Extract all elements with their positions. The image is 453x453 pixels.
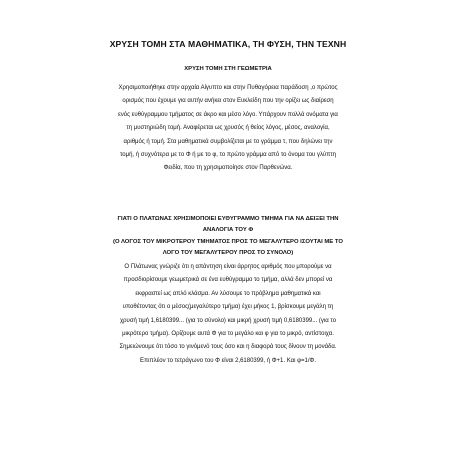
heading-line: (Ο ΛΟΓΟΣ ΤΟΥ ΜΙΚΡΟΤΕΡΟΥ ΤΜΗΜΑΤΟΣ ΠΡΟΣ ΤΟ ΜΕΓΑΛΥΤΕΡΟ ΙΣΟΥΤΑΙ ΜΕ ΤΟ [113, 238, 343, 245]
document-title: ΧΡΥΣΗ ΤΟΜΗ ΣΤΑ ΜΑΘΗΜΑΤΙΚΑ, ΤΗ ΦΥΣΗ, ΤΗΝ ΤΕΧΝΗ [109, 39, 347, 49]
paragraph-line: Ο Πλάτωνας γνώριζε ότι η απάντηση είναι άρρητος αριθμός που μπορούμε να [124, 264, 332, 270]
paragraph-line: ορισμός που έχουμε για αυτήν ανήκει στον Ευκλείδη που την ορίζει ως διαίρεση [122, 98, 334, 105]
paragraph-line: τομή, ή συχνότερα με το Φ ή με το φ, το πρώτο γράμμα από το όνομα του γλύπτη [120, 152, 336, 159]
section-heading-plato [58, 214, 398, 260]
paragraph-line: υποθέτοντας ότι ο μέσος(μεγαλύτερο τμήμα) έχει μήκος 1, βρίσκουμε μεγάλη τη [122, 304, 334, 311]
paragraph-line: τη μυστηριώδη τομή. Αναφέρεται ως χρυσός ή θείος λόγος, μέσος, αναλογία, [126, 125, 330, 132]
heading-line: ΑΝΑΛΟΓΙΑ ΤΟΥ Φ [202, 227, 254, 234]
paragraph-line: ενός ευθύγραμμου τμήματος σε άκρο και μέσο λόγο. Υπάρχουν πολλά ονόματα για [118, 111, 338, 118]
heading-line: ΛΟΓΟ ΤΟΥ ΜΕΓΑΛΥΤΕΡΟΥ ΠΡΟΣ ΤΟ ΣΥΝΟΛΟ) [162, 250, 294, 257]
paragraph-line: αριθμός ή τομή. Στα μαθηματικά συμβολίζεται με το γράμμα τ, που δηλώνει την [123, 138, 333, 145]
section-heading-geometry: ΧΡΥΣΗ ΤΟΜΗ ΣΤΗ ΓΕΩΜΕΤΡΙΑ [184, 66, 272, 72]
document-page [58, 0, 398, 453]
paragraph-line: Χρησιμοποιήθηκε στην αρχαία Αίγυπτο και στην Πυθαγόρεια παράδοση ,ο πρώτος [118, 85, 338, 91]
paragraph-plato [58, 261, 398, 368]
paragraph-line: Σημειώνουμε ότι τόσο το γινόμενό τους όσο και η διαφορά τους δίνουν τη μονάδα. [119, 344, 337, 351]
paragraph-line: μικρότερο τμήμα). Ορίζουμε αυτά Φ για το μεγάλο και φ για το μικρό, αντίστοιχα. [122, 331, 334, 338]
paragraph-line: προσδιορίσουμε γεωμετρικά σε ένα ευθύγραμμο το τμήμα, αλλά δεν μπορεί να [123, 277, 333, 284]
paragraph-line: χρυσή τιμή 1,6180399... (για το σύνολο) και μικρή χρυσή τιμή 0,6180399... (για το [119, 317, 337, 324]
paragraph-line: εκφραστεί ως απλό κλάσμα. Αν λύσουμε το πρόβλημα μαθηματικά και [135, 290, 321, 297]
paragraph-line: Επιπλέον το τετράγωνο του Φ είναι 2,6180399, ή Φ+1. Και φ=1/Φ. [140, 357, 316, 364]
paragraph-line: Φειδία, που τη χρησιμοποίησε στον Παρθενώνα. [163, 165, 293, 172]
heading-line: ΓΙΑΤΙ Ο ΠΛΑΤΩΝΑΣ ΧΡΗΣΙΜΟΠΟΙΕΙ ΕΥΘΥΓΡΑΜΜΟ ΤΜΗΜΑ ΓΙΑ ΝΑ ΔΕΙΞΕΙ ΤΗΝ [117, 216, 339, 222]
paragraph-geometry [58, 82, 398, 176]
